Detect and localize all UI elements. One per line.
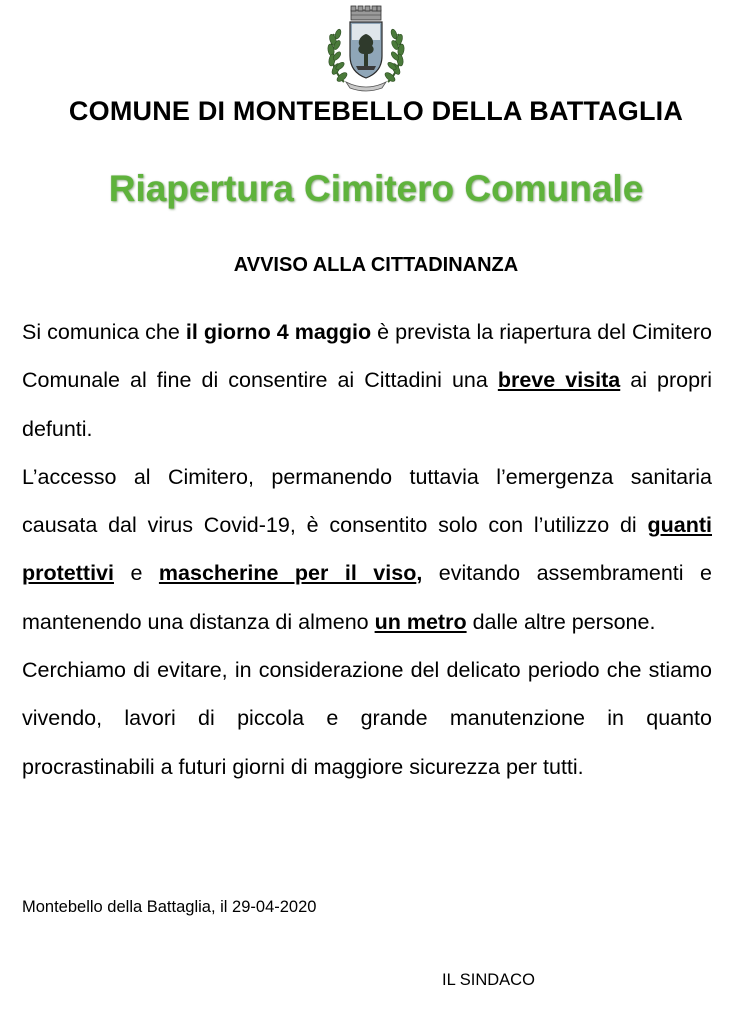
text-span: è prevista la riapertura del Cimitero Comunale al fine di consentire ai Cittadini una [22,320,712,393]
highlight-date: il giorno 4 maggio [185,320,372,344]
municipal-crest-icon [324,4,408,92]
paragraph-reopening [22,308,712,453]
text-span: dalle altre persone. [466,609,656,634]
text-span: evitando assembramenti e mantenendo una distanza di almeno [22,561,712,634]
municipality-name: COMUNE DI MONTEBELLO DELLA BATTAGLIA [68,96,684,126]
highlight-short-visit: breve visita [497,368,621,393]
comma-mark: , [416,561,423,586]
mayor-signature: IL SINDACO [442,971,535,989]
text-span: ai propri defunti. [22,368,712,441]
paragraph-maintenance: Cerchiamo di evitare, in considerazione del delicato periodo che stiamo vivendo, lavori di piccola e grande manutenzione in quanto procrastinabili a futuri giorni di maggiore sicurezza per tutti. [22,658,712,779]
date-line: Montebello della Battaglia, il 29-04-2020 [22,898,317,916]
notice-title: AVVISO ALLA CITTADINANZA [233,254,519,276]
notice-headline: Riapertura Cimitero Comunale [108,168,644,209]
text-span: Si comunica che [22,320,186,344]
highlight-gloves: guanti protettivi [22,513,712,586]
highlight-distance: un metro [374,609,467,634]
text-span: L’accesso al Cimitero, permanendo tuttavia l’emergenza sanitaria causata dal virus Covid-19, è consentito solo con l’utilizzo di [22,464,712,538]
text-span: e [113,561,159,586]
highlight-masks: mascherine per il viso [158,561,417,586]
notice-body [22,308,712,791]
paragraph-safety-rules [22,453,712,646]
